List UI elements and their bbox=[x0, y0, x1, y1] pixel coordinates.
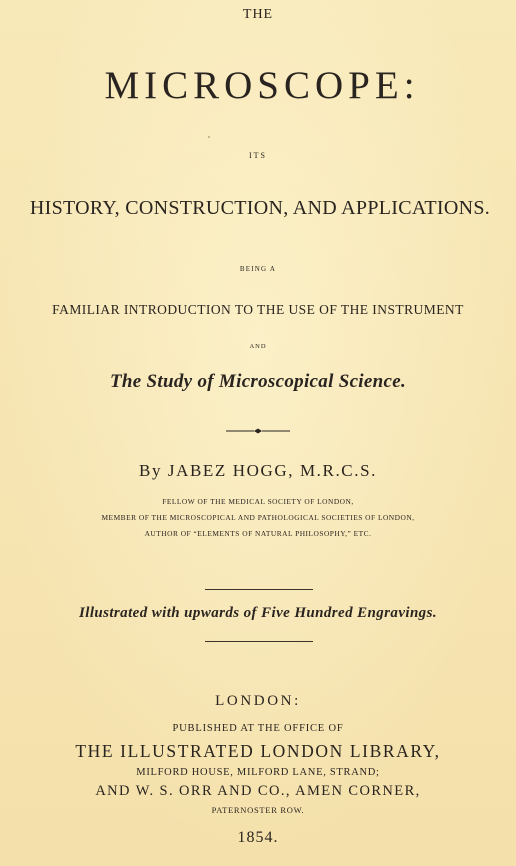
and-connector: AND bbox=[249, 343, 267, 350]
imprint-published: PUBLISHED AT THE OFFICE OF bbox=[172, 723, 344, 734]
book-title: MICROSCOPE: bbox=[104, 64, 420, 107]
rule-above-illustrated bbox=[205, 589, 313, 590]
imprint-address: MILFORD HOUSE, MILFORD LANE, STRAND; bbox=[136, 767, 380, 778]
being-a-connector: BEING A bbox=[239, 265, 277, 273]
publication-year: 1854. bbox=[237, 829, 279, 846]
rule-below-illustrated bbox=[205, 641, 313, 642]
book-subtitle: HISTORY, CONSTRUCTION, AND APPLICATIONS. bbox=[29, 197, 491, 219]
author-credential: AUTHOR OF “ELEMENTS OF NATURAL PHILOSOPHY,” ETC. bbox=[144, 529, 372, 538]
illustrated-line: Illustrated with upwards of Five Hundred Engravings. bbox=[79, 605, 437, 621]
imprint-co-publisher: AND W. S. ORR AND CO., AMEN CORNER, bbox=[95, 783, 421, 799]
imprint-city: LONDON: bbox=[215, 693, 301, 709]
imprint-row: PATERNOSTER ROW. bbox=[211, 805, 305, 815]
diamond-ornament-icon bbox=[254, 429, 262, 434]
author-credential: FELLOW OF THE MEDICAL SOCIETY OF LONDON, bbox=[162, 497, 354, 506]
author-credential: MEMBER OF THE MICROSCOPICAL AND PATHOLOGICAL SOCIETIES OF LONDON, bbox=[101, 513, 415, 522]
imprint-library: THE ILLUSTRATED LONDON LIBRARY, bbox=[75, 741, 441, 761]
ornamental-divider bbox=[226, 428, 290, 434]
paper-speck bbox=[208, 136, 210, 138]
title-article: THE bbox=[242, 7, 274, 22]
its-connector: ITS bbox=[249, 151, 267, 160]
author-byline: By JABEZ HOGG, M.R.C.S. bbox=[139, 461, 377, 480]
study-line: The Study of Microscopical Science. bbox=[110, 371, 406, 392]
familiar-introduction-line: FAMILIAR INTRODUCTION TO THE USE OF THE INSTRUMENT bbox=[52, 302, 464, 317]
